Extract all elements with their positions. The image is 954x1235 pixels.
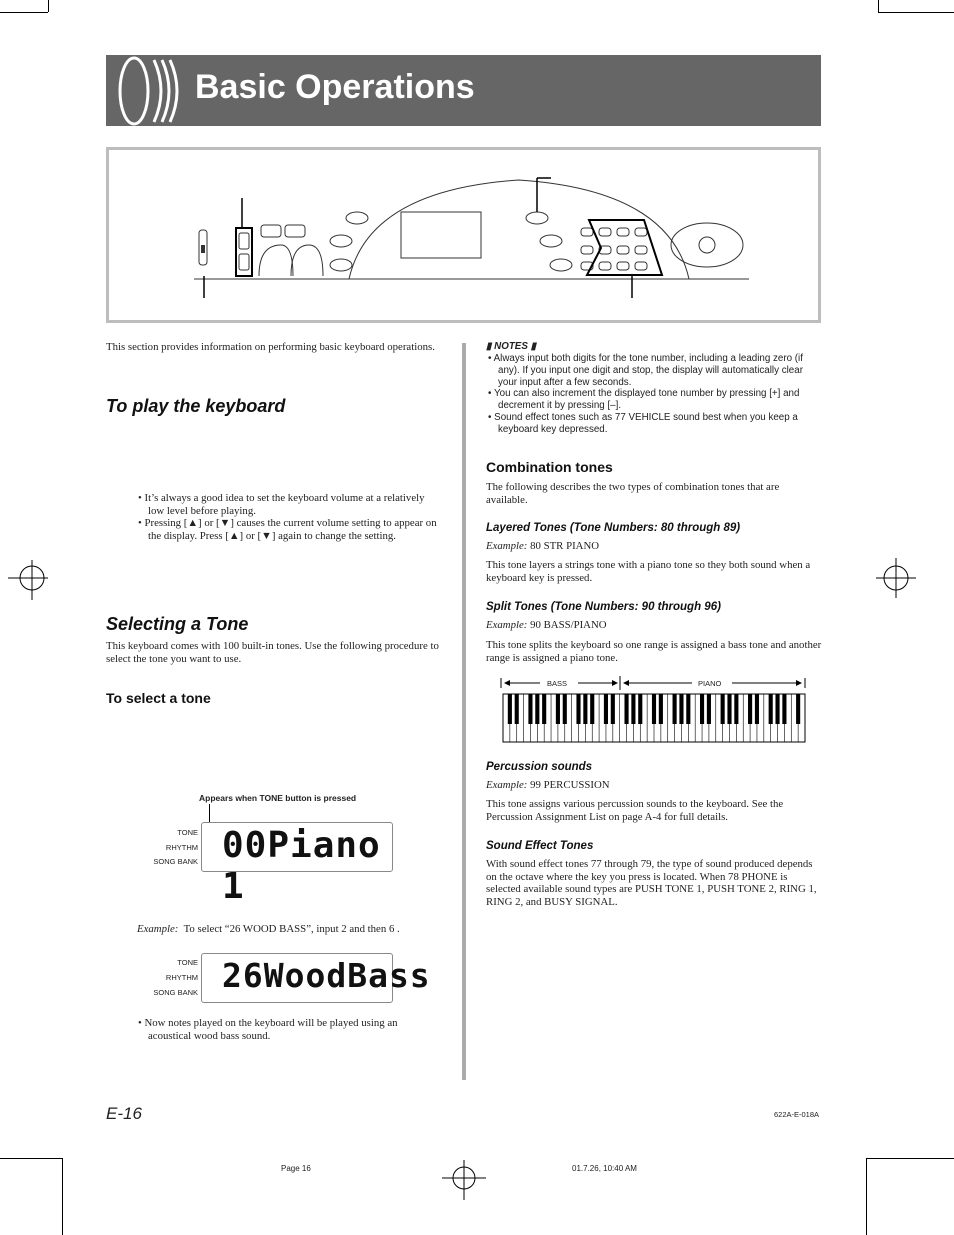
registration-mark [8,560,48,600]
footer-page: Page 16 [281,1164,311,1173]
list-item: • Pressing [▲] or [▼] causes the current volume setting to appear on the display. Press [▲] or [▼] again to change the setting. [138,517,437,542]
black-key [748,694,752,724]
list-item: • Always input both digits for the tone number, including a leading zero (if any). If you input one digit and stop, the display will automatically clear your input after a few seconds. [488,353,803,388]
crop-mark [878,0,879,12]
crop-mark [866,1158,954,1159]
lcd-label-songbank: SONG BANK [153,988,198,997]
page-number-label: E-16 [106,1104,142,1123]
note-text: Sound effect tones such as 77 VEHICLE sound best when you keep a keyboard key depressed. [494,411,798,435]
intro-paragraph: This section provides information on performing basic keyboard operations. [106,341,435,353]
crop-mark [878,12,954,13]
header-ornament [110,55,180,126]
black-key [515,694,519,724]
black-key [508,694,512,724]
list-item: • You can also increment the displayed tone number by pressing [+] and decrement it by pressing [–]. [488,388,800,412]
black-key [734,694,738,724]
black-key [652,694,656,724]
crop-mark [866,1158,867,1235]
black-key [528,694,532,724]
crop-mark [0,12,48,13]
heading-select-tone: To select a tone [106,690,211,706]
black-key [727,694,731,724]
lcd-label-rhythm: RHYTHM [165,973,198,982]
layered-example [486,540,599,553]
bullet-text: It’s always a good idea to set the keyboard volume at a relatively low level before playing. [144,492,425,517]
lcd-label-tone: TONE [177,958,198,967]
lcd-label-songbank: SONG BANK [153,857,198,866]
example-label: Example: [486,540,528,552]
registration-mark [876,558,916,598]
combo-paragraph: The following describes the two types of combination tones that are available. [486,481,780,506]
list-item: • It’s always a good idea to set the keyboard volume at a relatively low level before playing. [138,492,425,517]
note-text: You can also increment the displayed tone number by pressing [+] and decrement it by pressing [–]. [493,388,800,412]
lcd-label-tone: TONE [177,828,198,837]
final-bullet [136,1017,442,1042]
sfx-paragraph: With sound effect tones 77 through 79, the type of sound produced depends on the octave where the key you press is located. When 78 PHONE is selected available sound types are PUSH TONE 1, PUSH TONE 2, RING 1, RING 2, and BUSY SIGNAL. [486,858,817,908]
split-paragraph: This tone splits the keyboard so one range is assigned a bass tone and another range is assigned a piano tone. [486,639,822,664]
notes-heading: ▮ NOTES ▮ [486,341,536,352]
black-key [590,694,594,724]
keyboard-panel-diagram [106,147,821,323]
black-key [638,694,642,724]
heading-percussion: Percussion sounds [486,761,593,773]
black-key [707,694,711,724]
lcd-text-2: 26WoodBass [222,956,431,995]
example-label: Example: [486,779,528,791]
heading-selecting-tone: Selecting a Tone [106,614,249,634]
example-label: Example: [486,619,528,631]
tone-paragraph: This keyboard comes with 100 built-in tones. Use the following procedure to select the tone you want to use. [106,640,439,665]
bullet-text: Pressing [▲] or [▼] causes the current volume setting to appear on the display. Press [▲] or [▼] again to change the setting. [144,517,437,542]
perc-paragraph: This tone assigns various percussion sounds to the keyboard. See the Percussion Assignment List on page A-4 for full details. [486,798,784,823]
black-key [576,694,580,724]
crop-mark [0,1158,62,1159]
bass-label: BASS [547,679,568,688]
notes-list [486,353,822,436]
black-key [686,694,690,724]
registration-mark [442,1160,486,1200]
black-key [583,694,587,724]
column-divider [462,343,466,1080]
black-key [624,694,628,724]
notes-heading-text: NOTES [494,341,528,352]
lcd-display-2 [201,953,431,1003]
black-key [563,694,567,724]
bullet-text: Now notes played on the keyboard will be played using an acoustical wood bass sound. [144,1017,398,1042]
black-key [535,694,539,724]
black-key [679,694,683,724]
example-value: 80 STR PIANO [530,540,600,552]
heading-combination-tones: Combination tones [486,459,613,475]
black-key [556,694,560,724]
black-key [611,694,615,724]
black-key [796,694,800,724]
black-key [755,694,759,724]
black-key [721,694,725,724]
note-text: Always input both digits for the tone number, including a leading zero (if any). If you input one digit and stop, the display will automatically clear your input after a few seconds. [493,353,803,388]
split-example [486,619,607,632]
black-key [775,694,779,724]
list-item: • Sound effect tones such as 77 VEHICLE sound best when you keep a keyboard key depressed. [488,411,798,435]
lcd-caption: Appears when TONE button is pressed [199,793,357,803]
black-key [659,694,663,724]
lcd-text-1: 00Piano 1 [222,825,381,907]
page-title: Basic Operations [195,68,475,106]
document-code: 622A-E-018A [774,1110,820,1119]
example-line [137,923,442,936]
example-value: 99 PERCUSSION [530,779,610,791]
black-key [631,694,635,724]
play-bullets [136,492,442,542]
lcd-label-rhythm: RHYTHM [165,843,198,852]
example-value: 90 BASS/PIANO [530,619,607,631]
layered-paragraph: This tone layers a strings tone with a piano tone so they both sound when a keyboard key is pressed. [486,559,811,584]
list-item: • Now notes played on the keyboard will be played using an acoustical wood bass sound. [138,1017,398,1042]
example-label: Example: [137,923,179,935]
heading-sound-effect: Sound Effect Tones [486,840,594,852]
black-key [782,694,786,724]
black-key [700,694,704,724]
lcd-display-1 [201,822,393,907]
crop-mark [48,0,49,12]
heading-split-tones: Split Tones (Tone Numbers: 90 through 96) [486,601,721,613]
footer-timestamp: 01.7.26, 10:40 AM [572,1164,637,1173]
black-key [604,694,608,724]
black-key [542,694,546,724]
heading-layered-tones: Layered Tones (Tone Numbers: 80 through 89) [486,522,741,534]
perc-example [486,779,610,792]
black-key [769,694,773,724]
example-text: To select “26 WOOD BASS”, input 2 and then 6 . [183,923,400,935]
heading-play-keyboard: To play the keyboard [106,396,286,416]
piano-label: PIANO [698,679,722,688]
crop-mark [62,1158,63,1235]
black-key [673,694,677,724]
